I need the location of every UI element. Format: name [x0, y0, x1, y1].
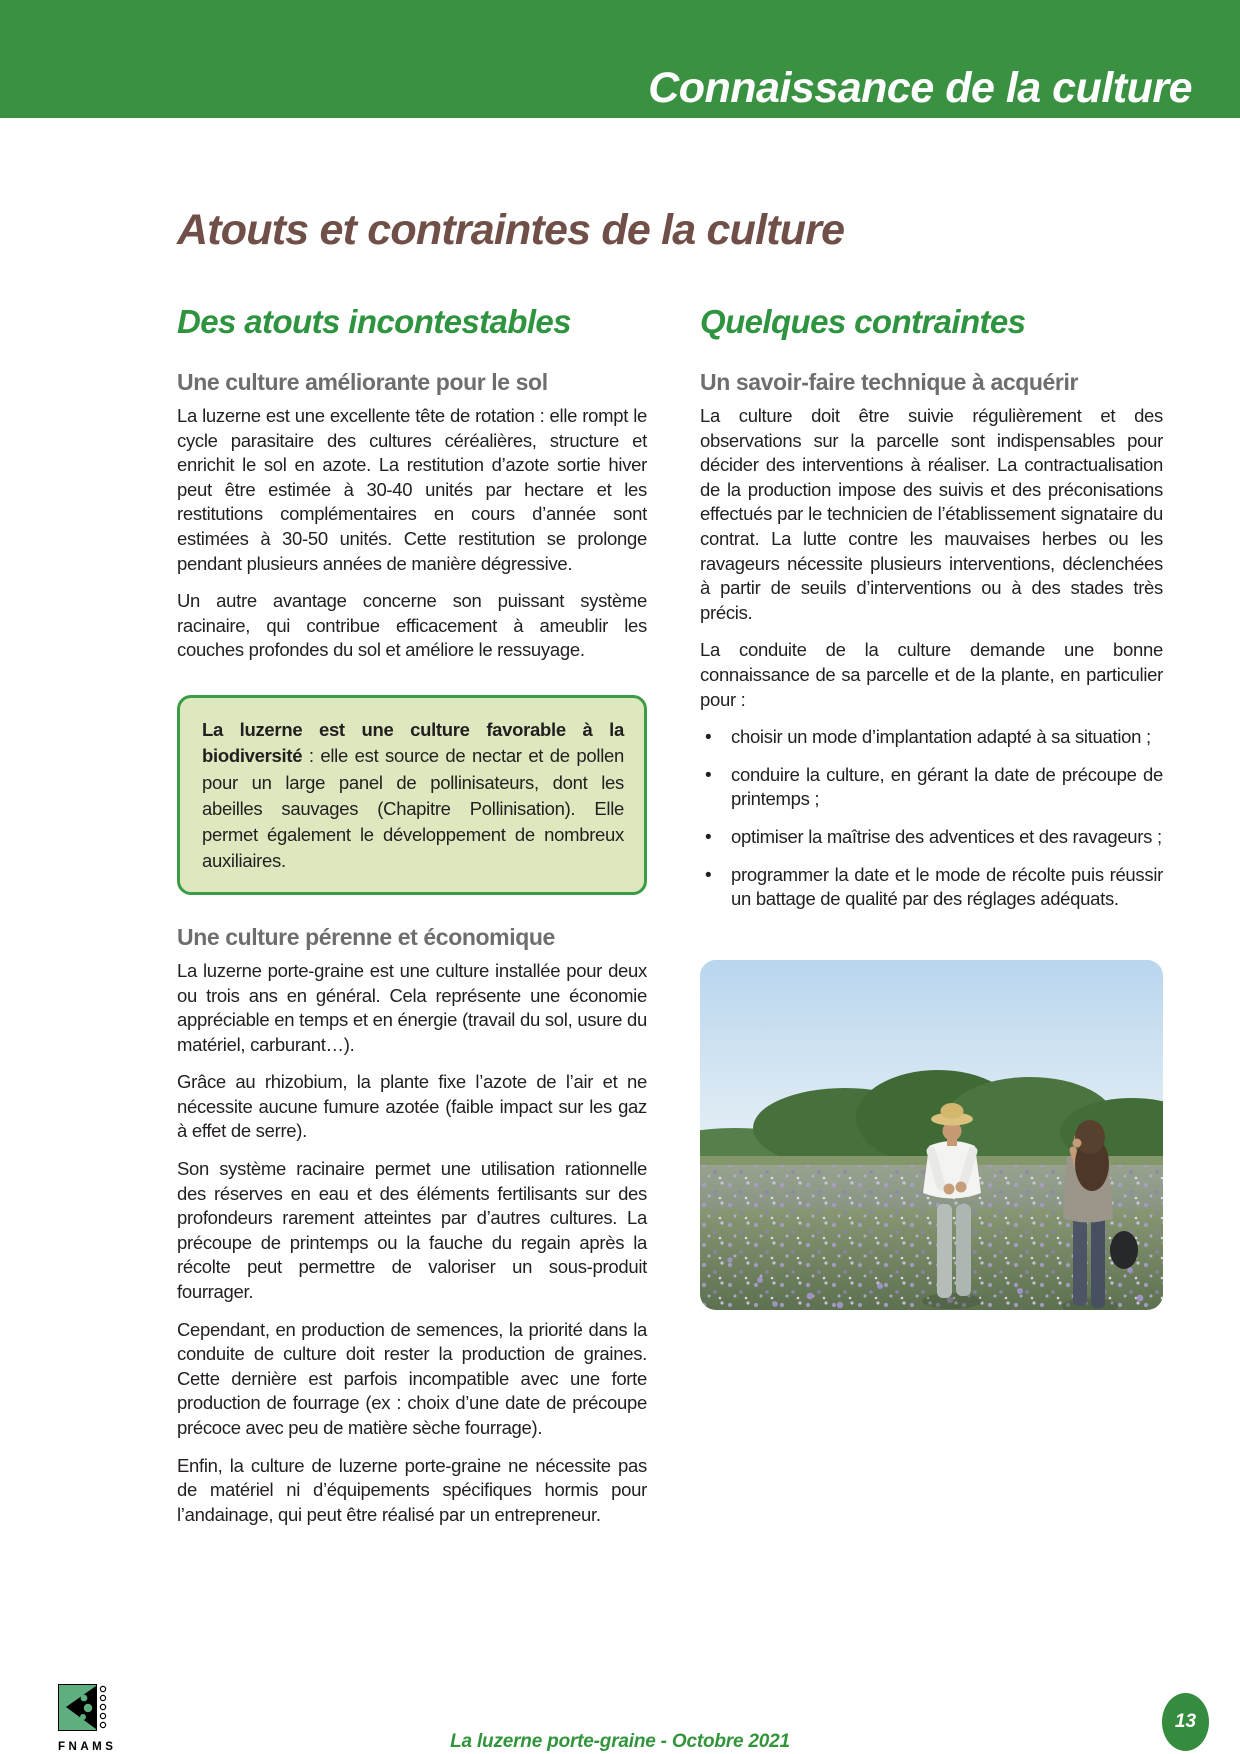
- header-band: [0, 0, 1240, 118]
- paragraph-perennial-3: Son système racinaire permet une utilisation rationnelle des réserves en eau et des éléments fertilisants sur des profondeurs rarement atteintes par d’autres cultures. La précoupe de printemps ou la fauche du regain après la récolte peut permettre de valoriser un sous-produit fourrager.: [177, 1158, 647, 1303]
- page-number-badge: [1162, 1693, 1209, 1751]
- paragraph-knowhow-2: La conduite de la culture demande une bonne connaissance de sa parcelle et de la plante, en particulier pour :: [700, 639, 1163, 710]
- field-photo: [700, 960, 1163, 1310]
- paragraph-perennial-1: La luzerne porte-graine est une culture installée pour deux ou trois ans en général. Cela représente une économie appréciable en temps et en énergie (travail du sol, usure du matériel, carburant…).: [177, 959, 647, 1055]
- right-column: [700, 305, 1163, 1310]
- subheading-savoir-faire: Un savoir-faire technique à acquérir: [700, 368, 1079, 395]
- paragraph-soil-1: La luzerne est une excellente tête de rotation : elle rompt le cycle parasitaire des cultures céréalières, structure et enrichit le sol en azote. La restitution d’azote sortie hiver peut être estimée à 30-40 unités par hectare et les restitutions complémentaires en cours d’année sont estimées à 30-50 unités. Cette restitution se prolonge pendant plusieurs années de manière dégressive.: [177, 405, 647, 574]
- heading-contraintes: Quelques contraintes: [700, 303, 1026, 341]
- fnams-logo-label: FNAMS: [58, 1741, 117, 1753]
- section-kicker: Connaissance de la culture: [648, 64, 1192, 112]
- paragraph-knowhow-1: La culture doit être suivie régulièrement et des observations sur la parcelle sont indispensables pour décider des interventions à réaliser. La contractualisation de la production impose des suivis et des préconisations effectués par le technicien de l’établissement signataire du contrat. La lutte contre les mauvaises herbes ou les ravageurs nécessite plusieurs interventions, déclenchées à partir de seuils d’interventions ou à des stades très précis.: [700, 405, 1163, 623]
- page-title: Atouts et contraintes de la culture: [177, 206, 845, 254]
- page-content: [177, 208, 1163, 1540]
- bullet-item: • conduire la culture, en gérant la date de précoupe de printemps ;: [700, 763, 1163, 812]
- constraints-bullet-list: [700, 725, 1163, 912]
- bullet-item: • optimiser la maîtrise des adventices et des ravageurs ;: [700, 825, 1163, 850]
- heading-atouts: Des atouts incontestables: [177, 303, 571, 341]
- page-number: 13: [1174, 1711, 1197, 1732]
- paragraph-perennial-5: Enfin, la culture de luzerne porte-graine ne nécessite pas de matériel ni d’équipements spécifiques hormis pour l’andainage, qui peut être réalisé par un entrepreneur.: [177, 1454, 647, 1525]
- subheading-culture-perenne: Une culture pérenne et économique: [177, 923, 555, 950]
- biodiversity-box-rest: : elle est source de nectar et de pollen pour un large panel de pollinisateurs, dont les abeilles sauvages (Chapitre Pollinisation). Elle permet également le développement de nombreux auxiliaires.: [202, 745, 624, 872]
- bullet-item: • choisir un mode d’implantation adapté à sa situation ;: [700, 725, 1163, 750]
- paragraph-soil-2: Un autre avantage concerne son puissant système racinaire, qui contribue efficacement à ameublir les couches profondes du sol et améliore le ressuyage.: [177, 590, 647, 661]
- paragraph-perennial-4: Cependant, en production de semences, la priorité dans la conduite de culture doit rester la production de graines. Cette dernière est parfois incompatible avec une forte production de fourrage (ex : choix d’une date de précoupe précoce avec peu de matière sèche fourrage).: [177, 1318, 647, 1438]
- left-column: [177, 305, 647, 1540]
- subheading-culture-ameliorante: Une culture améliorante pour le sol: [177, 368, 548, 395]
- bullet-item: • programmer la date et le mode de récolte puis réussir un battage de qualité par des réglages adéquats.: [700, 863, 1163, 912]
- fnams-logo-mark: [58, 1684, 110, 1734]
- biodiversity-box: [177, 695, 647, 895]
- biodiversity-box-lead: La luzerne est une culture favorable à la biodiversité: [202, 719, 624, 767]
- biodiversity-box-text: [202, 717, 624, 875]
- paragraph-perennial-2: Grâce au rhizobium, la plante fixe l’azote de l’air et ne nécessite aucune fumure azotée (faible impact sur les gaz à effet de serre).: [177, 1071, 647, 1142]
- footer-caption: La luzerne porte-graine - Octobre 2021: [450, 1731, 790, 1752]
